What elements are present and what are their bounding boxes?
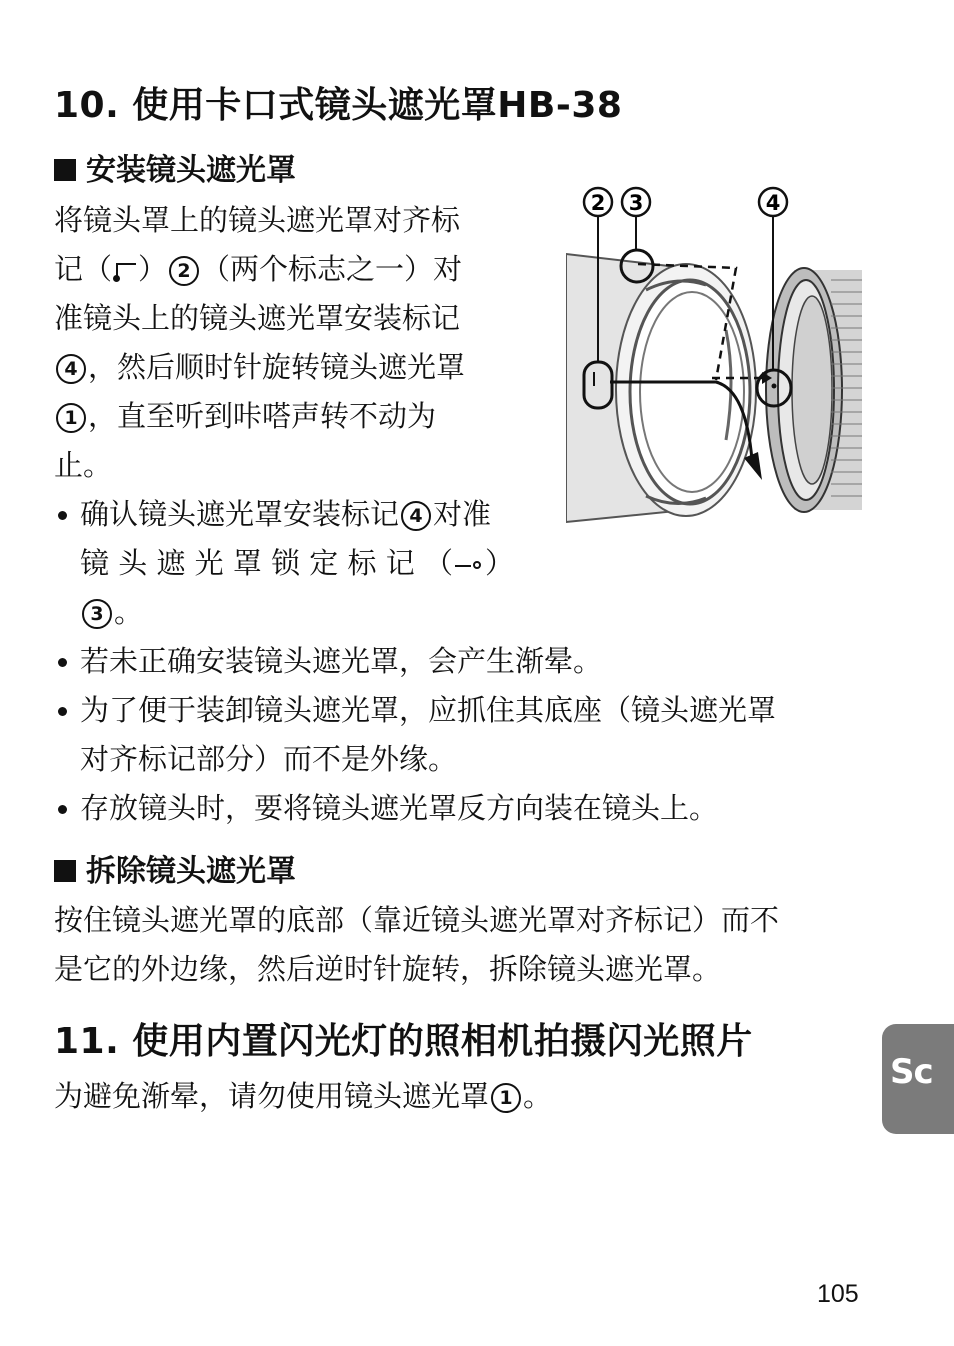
callout-3-icon: 3 [82, 599, 112, 629]
bullet-item [54, 784, 776, 833]
svg-text:2: 2 [590, 191, 606, 215]
figure-callout-3 [622, 188, 650, 216]
section-11-line [54, 1072, 552, 1121]
install-line-5 [54, 392, 465, 441]
install-heading [54, 152, 296, 190]
lens-hood-illustration [566, 180, 866, 525]
install-line-5-text: ，直至听到咔嗒声转不动为 [88, 399, 437, 433]
bullet-3-line-1: 为了便于装卸镜头遮光罩，应抓住其底座（镜头遮光罩 [80, 693, 777, 727]
install-line-4 [54, 343, 465, 392]
bullet-item [54, 637, 776, 686]
install-line-2-paren: ） [138, 252, 168, 286]
callout-4-icon: 4 [401, 501, 431, 531]
section-11-text: 为避免渐晕，请勿使用镜头遮光罩 [54, 1079, 490, 1113]
language-tab [882, 1024, 954, 1134]
bullet-4-text: 存放镜头时，要将镜头遮光罩反方向装在镜头上。 [80, 791, 719, 825]
bullet-item [54, 686, 776, 784]
bullet-1-line-2 [80, 539, 776, 588]
bullet-2-text: 若未正确安装镜头遮光罩，会产生渐晕。 [80, 644, 603, 678]
alignment-mark-icon [112, 259, 138, 281]
install-line-1: 将镜头罩上的镜头遮光罩对齐标 [54, 203, 461, 237]
remove-line-1: 按住镜头遮光罩的底部（靠近镜头遮光罩对齐标记）而不 [54, 903, 780, 937]
bullet-1-text-end: 。 [114, 595, 144, 629]
remove-heading-text: 拆除镜头遮光罩 [86, 854, 296, 889]
figure-callout-2 [584, 188, 612, 216]
install-paragraph [54, 196, 465, 490]
bullet-1-text-b: 对准 [433, 497, 492, 531]
page-number: 105 [817, 1280, 859, 1308]
install-line-4-text: ，然后顺时针旋转镜头遮光罩 [88, 350, 466, 384]
install-line-2-end: （两个标志之一）对 [201, 252, 463, 286]
install-bullets [54, 490, 776, 833]
section-11-paragraph [54, 1072, 552, 1121]
callout-4-icon: 4 [56, 354, 86, 384]
bullet-1-line-3 [80, 588, 776, 637]
section-10-title: 10. 使用卡口式镜头遮光罩HB-38 [54, 85, 623, 126]
bullet-3-line-2: 对齐标记部分）而不是外缘。 [80, 742, 458, 776]
bullet-1-text-d: ） [484, 546, 514, 580]
lock-mark-icon [453, 554, 485, 574]
install-line-3: 准镜头上的镜头遮光罩安装标记 [54, 301, 461, 335]
section-11-title: 11. 使用内置闪光灯的照相机拍摄闪光照片 [54, 1021, 753, 1062]
svg-text:3: 3 [628, 191, 644, 215]
install-heading-text: 安装镜头遮光罩 [86, 153, 296, 188]
svg-text:4: 4 [765, 191, 781, 215]
square-bullet-icon [54, 159, 76, 181]
section-11-end: 。 [523, 1079, 553, 1113]
remove-heading [54, 853, 296, 891]
install-line-2-start: 记（ [54, 252, 113, 286]
install-line-6: 止。 [54, 448, 113, 482]
figure-callout-4 [759, 188, 787, 216]
callout-2-icon: 2 [169, 256, 199, 286]
callout-1-icon: 1 [491, 1083, 521, 1113]
install-line-2 [54, 245, 465, 294]
bullet-1-text-c: 镜 头 遮 光 罩 锁 定 标 记 （ [80, 546, 453, 580]
remove-line-2: 是它的外边缘，然后逆时针旋转，拆除镜头遮光罩。 [54, 952, 722, 986]
callout-1-icon: 1 [56, 403, 86, 433]
language-tab-label: Sc [890, 1052, 933, 1092]
lens-body [766, 268, 866, 512]
square-bullet-icon [54, 860, 76, 882]
bullet-1-text-a: 确认镜头遮光罩安装标记 [80, 497, 400, 531]
remove-paragraph [54, 896, 779, 994]
